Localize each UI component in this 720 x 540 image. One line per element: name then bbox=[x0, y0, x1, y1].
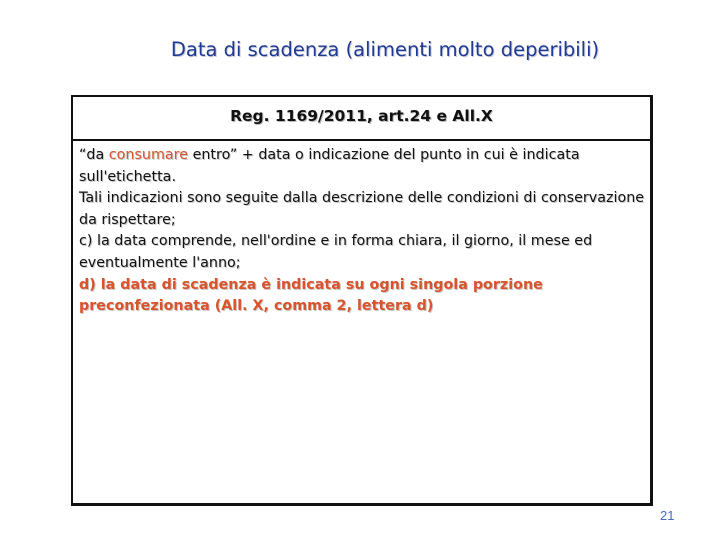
box-body bbox=[73, 141, 650, 318]
content-box bbox=[71, 95, 653, 506]
box-header: Reg. 1169/2011, art.24 e All.X bbox=[73, 97, 650, 141]
item-c: c) la data comprende, nell'ordine e in forma chiara, il giorno, il mese ed eventualmente l'anno; bbox=[79, 233, 593, 271]
quote-rest: entro” + data o indicazione del punto in cui è indicata sull'etichetta. bbox=[79, 147, 580, 185]
highlight-consumare: consumare bbox=[108, 147, 189, 163]
page-number: 21 bbox=[660, 508, 675, 523]
quote-open: “da bbox=[79, 147, 109, 163]
item-d: d) la data di scadenza è indicata su ogni singola porzione preconfezionata (All. X, comma 2, lettera d) bbox=[79, 276, 543, 315]
slide-title: Data di scadenza (alimenti molto deperibili) bbox=[170, 38, 600, 61]
conditions-paragraph: Tali indicazioni sono seguite dalla descrizione delle condizioni di conservazione da rispettare; bbox=[79, 190, 645, 228]
quote-paragraph bbox=[79, 145, 650, 188]
